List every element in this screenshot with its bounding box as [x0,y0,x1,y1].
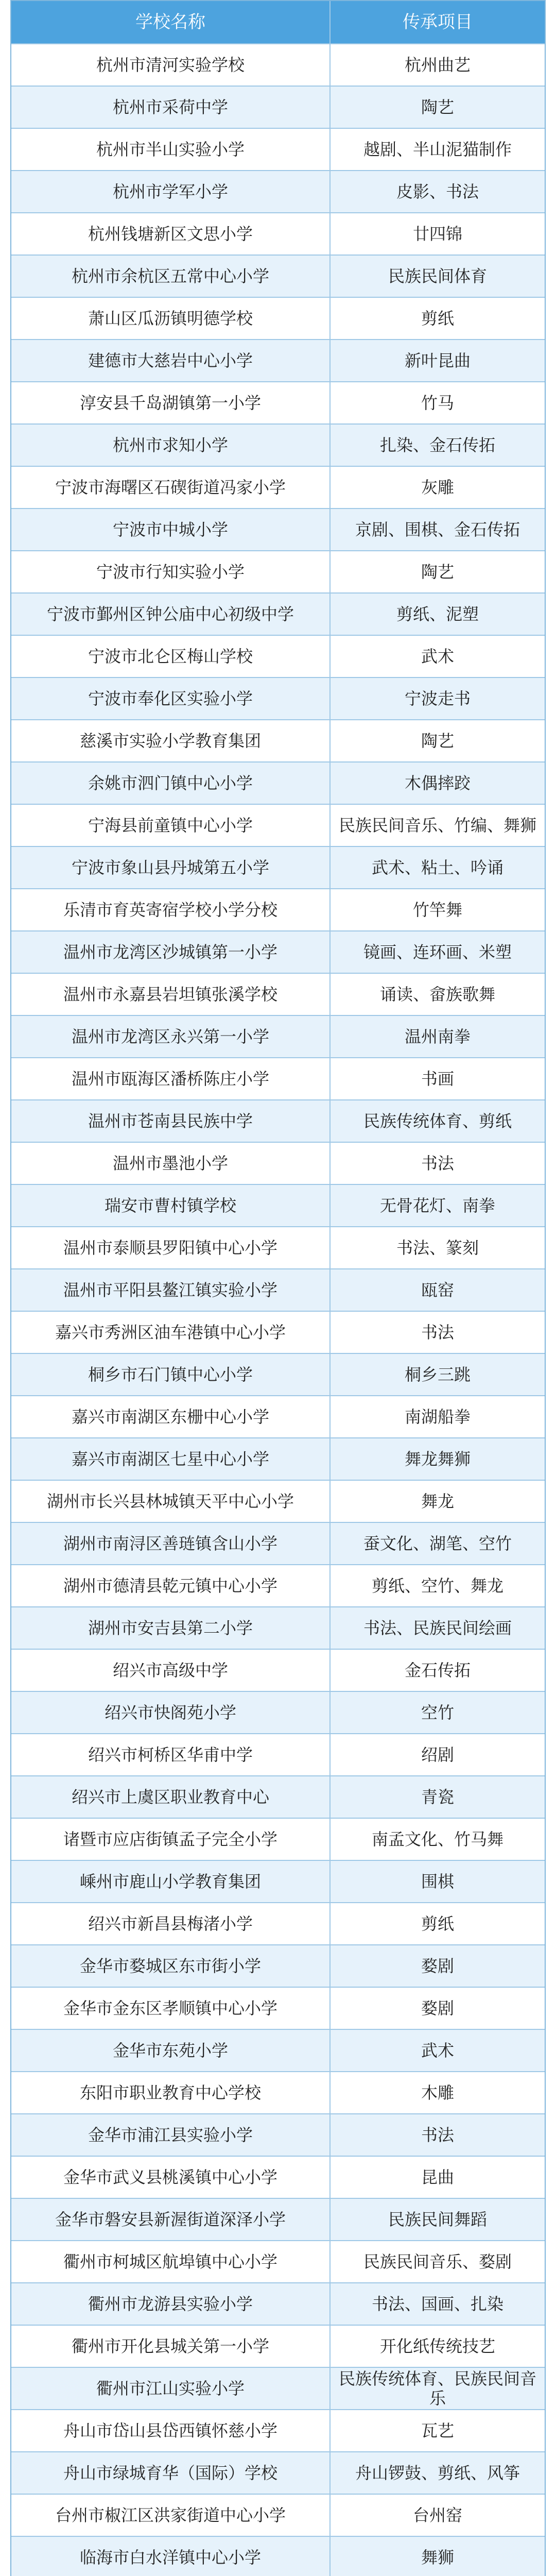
heritage-project-cell: 昆曲 [421,2167,454,2187]
school-name-cell: 台州市椒江区洪家街道中心小学 [11,2495,331,2536]
heritage-project-cell: 民族民间舞蹈 [388,2210,487,2229]
heritage-project-cell: 书法 [421,1154,454,1173]
table-row [11,1185,545,1227]
table-row [11,1734,545,1776]
table-row [11,425,545,467]
table-row [11,847,545,889]
heritage-project-cell: 民族传统体育、民族民间音乐 [338,2369,536,2408]
school-name-cell: 舟山市岱山县岱西镇怀慈小学 [11,2410,331,2451]
school-name-cell: 乐清市育英寄宿学校小学分校 [11,889,331,930]
school-name-cell: 金华市婺城区东市街小学 [11,1945,331,1987]
heritage-project-cell: 杭州曲艺 [404,55,471,74]
table-body [11,44,545,2576]
table-row [11,44,545,87]
school-name-cell: 宁波市中城小学 [11,509,331,550]
heritage-project-cell: 舞狮 [421,2548,454,2567]
heritage-project-cell: 京剧、围棋、金石传拓 [355,520,520,539]
table-row [11,974,545,1016]
heritage-project-cell: 青瓷 [421,1787,454,1806]
school-name-cell: 湖州市南浔区善琏镇含山小学 [11,1523,331,1564]
heritage-project-cell: 武术、粘土、吟诵 [371,858,503,877]
school-name-cell: 余姚市泗门镇中心小学 [11,762,331,804]
table-row [11,889,545,931]
table-row [11,1903,545,1945]
table-row [11,1945,545,1988]
school-name-cell: 临海市白水洋镇中心小学 [11,2537,331,2576]
table-row [11,87,545,129]
table-row [11,2537,545,2576]
table-row [11,1650,545,1692]
heritage-project-cell: 金石传拓 [404,1660,471,1680]
table-row [11,1565,545,1607]
school-name-cell: 温州市永嘉县岩坦镇张溪学校 [11,974,331,1015]
school-name-cell: 杭州市清河实验学校 [11,44,331,86]
table-row [11,762,545,805]
table-row [11,1143,545,1185]
heritage-project-cell: 武术 [421,2041,454,2060]
heritage-project-cell: 舟山锣鼓、剪纸、风筝 [355,2463,520,2482]
table-row [11,1861,545,1903]
school-name-cell: 金华市武义县桃溪镇中心小学 [11,2157,331,2198]
school-name-cell: 嘉兴市秀洲区油车港镇中心小学 [11,1312,331,1353]
table-row [11,2072,545,2114]
heritage-project-cell: 桐乡三跳 [404,1365,471,1384]
table-row [11,2368,545,2410]
school-name-cell: 宁波市鄞州区钟公庙中心初级中学 [11,594,331,635]
table-row [11,382,545,425]
table-row [11,1692,545,1734]
school-name-cell: 温州市龙湾区永兴第一小学 [11,1016,331,1057]
heritage-project-cell: 书法、民族民间绘画 [363,1618,512,1637]
heritage-project-cell: 婺剧 [421,1998,454,2018]
heritage-project-cell: 廿四锦 [412,224,462,243]
school-name-cell: 绍兴市柯桥区华甫中学 [11,1734,331,1775]
school-name-cell: 绍兴市快阁苑小学 [11,1692,331,1733]
heritage-project-cell: 竹竿舞 [412,900,462,919]
table-row [11,2030,545,2072]
heritage-project-cell: 台州窑 [412,2505,462,2524]
school-name-cell: 金华市东苑小学 [11,2030,331,2071]
table-row [11,720,545,762]
heritage-school-table [10,0,546,2576]
heritage-project-cell: 灰雕 [421,478,454,497]
table-row [11,931,545,974]
school-name-cell: 宁波市海曙区石碶街道冯家小学 [11,467,331,508]
heritage-project-cell: 镜画、连环画、米塑 [363,942,512,961]
school-name-cell: 宁波市象山县丹城第五小学 [11,847,331,888]
table-row [11,1776,545,1819]
school-name-cell: 温州市苍南县民族中学 [11,1100,331,1142]
table-row [11,467,545,509]
heritage-project-cell: 空竹 [421,1703,454,1722]
table-row [11,509,545,551]
heritage-project-cell: 新叶昆曲 [404,351,471,370]
heritage-project-cell: 围棋 [421,1872,454,1891]
school-name-cell: 衢州市柯城区航埠镇中心小学 [11,2241,331,2282]
school-name-cell: 杭州市学军小学 [11,171,331,212]
school-name-cell: 诸暨市应店街镇孟子完全小学 [11,1819,331,1860]
school-name-cell: 淳安县千岛湖镇第一小学 [11,382,331,423]
school-name-cell: 温州市瓯海区潘桥陈庄小学 [11,1058,331,1099]
table-row [11,1481,545,1523]
heritage-project-cell: 木雕 [421,2083,454,2102]
heritage-project-cell: 南湖船拳 [404,1407,471,1426]
heritage-project-cell: 瓯窑 [421,1280,454,1299]
table-header-row [11,1,545,44]
heritage-project-cell: 舞龙 [421,1492,454,1511]
table-row [11,1354,545,1396]
school-name-cell: 建德市大慈岩中心小学 [11,340,331,381]
school-name-cell: 温州市泰顺县罗阳镇中心小学 [11,1227,331,1268]
heritage-project-cell: 陶艺 [421,562,454,581]
school-name-cell: 东阳市职业教育中心学校 [11,2072,331,2113]
table-row [11,551,545,594]
school-name-cell: 金华市磐安县新渥街道深泽小学 [11,2199,331,2240]
table-row [11,2283,545,2326]
heritage-project-cell: 无骨花灯、南拳 [379,1196,495,1215]
school-name-cell: 杭州市半山实验小学 [11,129,331,170]
heritage-project-cell: 民族民间音乐、婺剧 [363,2252,512,2271]
school-name-cell: 宁波市行知实验小学 [11,551,331,592]
heritage-project-cell: 瓦艺 [421,2421,454,2440]
heritage-project-cell: 温州南拳 [404,1027,471,1046]
heritage-project-cell: 开化纸传统技艺 [379,2336,495,2355]
table-row [11,1438,545,1481]
heritage-project-cell: 剪纸 [421,1914,454,1933]
table-row [11,805,545,847]
column-header-project: 传承项目 [403,12,473,32]
table-row [11,1607,545,1650]
heritage-project-cell: 舞龙舞狮 [404,1449,471,1468]
heritage-project-cell: 书法 [421,1323,454,1342]
heritage-project-cell: 宁波走书 [404,689,471,708]
table-row [11,298,545,340]
table-row [11,2199,545,2241]
school-name-cell: 衢州市龙游县实验小学 [11,2283,331,2325]
table-row [11,340,545,382]
school-name-cell: 杭州钱塘新区文思小学 [11,213,331,255]
table-row [11,1269,545,1312]
heritage-project-cell: 蚕文化、湖笔、空竹 [363,1534,512,1553]
heritage-project-cell: 木偶摔跤 [404,773,471,792]
heritage-project-cell: 陶艺 [421,97,454,116]
school-name-cell: 杭州市求知小学 [11,425,331,466]
heritage-project-cell: 书法、国画、扎染 [371,2294,503,2313]
heritage-project-cell: 武术 [421,647,454,666]
school-name-cell: 杭州市余杭区五常中心小学 [11,256,331,297]
column-header-school: 学校名称 [11,1,331,43]
school-name-cell: 温州市平阳县鳌江镇实验小学 [11,1269,331,1311]
school-name-cell: 桐乡市石门镇中心小学 [11,1354,331,1395]
table-row [11,2326,545,2368]
heritage-project-cell: 绍剧 [421,1745,454,1764]
school-name-cell: 慈溪市实验小学教育集团 [11,720,331,761]
heritage-project-cell: 扎染、金石传拓 [379,435,495,454]
heritage-project-cell: 书画 [421,1069,454,1088]
table-row [11,2452,545,2495]
school-name-cell: 宁波市奉化区实验小学 [11,678,331,719]
table-row [11,2241,545,2283]
heritage-project-cell: 剪纸 [421,309,454,328]
table-row [11,1396,545,1438]
school-name-cell: 金华市金东区孝顺镇中心小学 [11,1988,331,2029]
heritage-project-cell: 诵读、畲族歌舞 [379,985,495,1004]
table-row [11,1058,545,1100]
heritage-project-cell: 书法 [421,2125,454,2144]
table-row [11,636,545,678]
table-row [11,256,545,298]
table-row [11,213,545,256]
table-row [11,1100,545,1143]
heritage-project-cell: 民族传统体育、剪纸 [363,1111,512,1130]
school-name-cell: 温州市龙湾区沙城镇第一小学 [11,931,331,973]
heritage-project-cell: 竹马 [421,393,454,412]
table-row [11,1227,545,1269]
heritage-project-cell: 越剧、半山泥猫制作 [363,140,512,159]
school-name-cell: 宁海县前童镇中心小学 [11,805,331,846]
school-name-cell: 湖州市德清县乾元镇中心小学 [11,1565,331,1606]
table-row [11,171,545,213]
school-name-cell: 瑞安市曹村镇学校 [11,1185,331,1226]
heritage-project-cell: 剪纸、泥塑 [396,604,479,623]
school-name-cell: 湖州市安吉县第二小学 [11,1607,331,1649]
table-row [11,1523,545,1565]
table-row [11,594,545,636]
school-name-cell: 绍兴市新昌县梅渚小学 [11,1903,331,1944]
school-name-cell: 嘉兴市南湖区东栅中心小学 [11,1396,331,1437]
table-row [11,2410,545,2452]
heritage-project-cell: 婺剧 [421,1956,454,1975]
school-name-cell: 温州市墨池小学 [11,1143,331,1184]
table-row [11,1819,545,1861]
heritage-project-cell: 皮影、书法 [396,182,479,201]
school-name-cell: 嵊州市鹿山小学教育集团 [11,1861,331,1902]
table-row [11,2495,545,2537]
table-row [11,129,545,171]
school-name-cell: 杭州市采荷中学 [11,87,331,128]
table-row [11,1016,545,1058]
table-row [11,2114,545,2157]
school-name-cell: 湖州市长兴县林城镇天平中心小学 [11,1481,331,1522]
school-name-cell: 绍兴市上虞区职业教育中心 [11,1776,331,1818]
table-row [11,2157,545,2199]
school-name-cell: 宁波市北仑区梅山学校 [11,636,331,677]
school-name-cell: 嘉兴市南湖区七星中心小学 [11,1438,331,1480]
table-row [11,678,545,720]
heritage-project-cell: 民族民间音乐、竹编、舞狮 [338,816,536,835]
table-row [11,1988,545,2030]
school-name-cell: 衢州市开化县城关第一小学 [11,2326,331,2367]
table-row [11,1312,545,1354]
school-name-cell: 金华市浦江县实验小学 [11,2114,331,2156]
heritage-project-cell: 南孟文化、竹马舞 [371,1829,503,1849]
heritage-project-cell: 书法、篆刻 [396,1238,479,1257]
school-name-cell: 绍兴市高级中学 [11,1650,331,1691]
heritage-project-cell: 陶艺 [421,731,454,750]
heritage-project-cell: 民族民间体育 [388,266,487,285]
heritage-project-cell: 剪纸、空竹、舞龙 [371,1576,503,1595]
school-name-cell: 衢州市江山实验小学 [11,2368,331,2409]
school-name-cell: 舟山市绿城育华（国际）学校 [11,2452,331,2494]
school-name-cell: 萧山区瓜沥镇明德学校 [11,298,331,339]
